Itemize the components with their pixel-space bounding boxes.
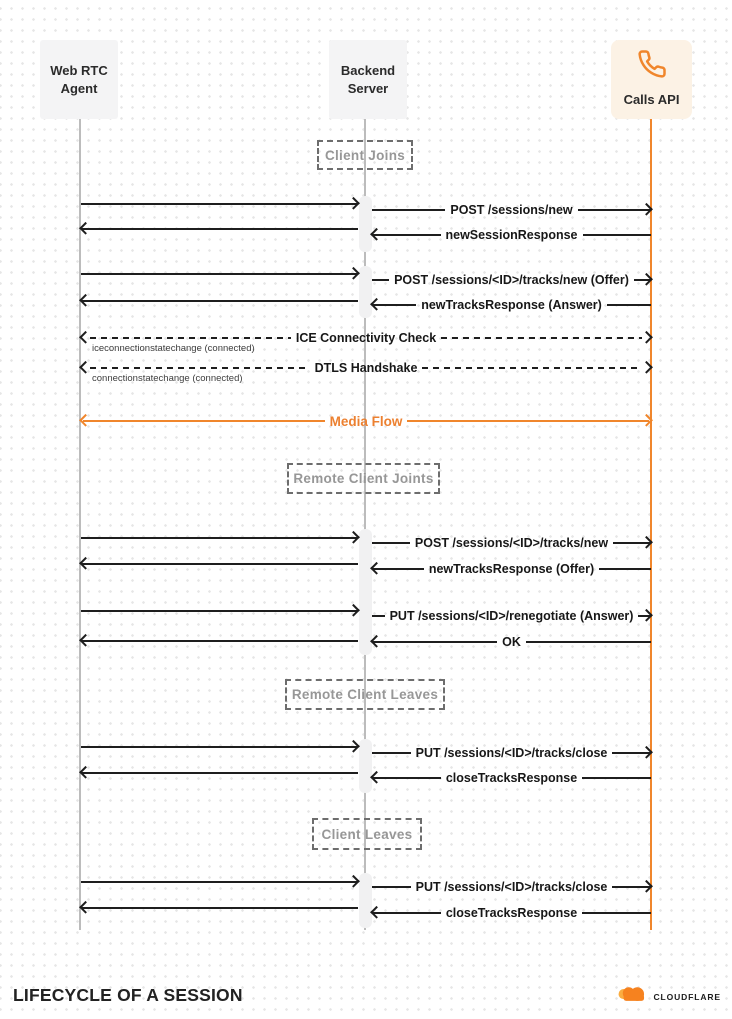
actor-label: Backend: [340, 62, 396, 78]
arrowhead-left-icon: [79, 766, 92, 779]
arrowhead-right-icon: [347, 267, 360, 280]
arrowhead-left-icon: [79, 331, 92, 344]
actor-backend-server: [329, 40, 407, 119]
message-label: PUT /sessions/<ID>/tracks/close: [415, 880, 608, 894]
section-label: Remote Client Leaves: [291, 687, 439, 702]
arrowhead-right-icon: [347, 875, 360, 888]
section-client-leaves: [312, 818, 422, 850]
arrowhead-right-icon: [640, 331, 653, 344]
arrowhead-right-icon: [640, 203, 653, 216]
arrowhead-left-icon: [370, 562, 383, 575]
message-label: OK: [502, 635, 521, 649]
arrowhead-right-icon: [640, 880, 653, 893]
message-arrow: [81, 266, 358, 282]
message-arrow: [372, 272, 651, 288]
arrowhead-right-icon: [347, 740, 360, 753]
message-arrow: [81, 221, 358, 237]
arrowhead-left-icon: [79, 634, 92, 647]
activation-bar: [359, 529, 372, 655]
arrowhead-right-icon: [640, 746, 653, 759]
message-arrow: [81, 530, 358, 546]
message-label: DTLS Handshake: [314, 361, 418, 375]
arrowhead-left-icon: [79, 294, 92, 307]
message-arrow: [372, 745, 651, 761]
activation-bar: [359, 739, 372, 793]
message-arrow: [372, 227, 651, 243]
phone-icon: [637, 49, 667, 84]
message-arrow: [81, 293, 358, 309]
activation-bar: [359, 196, 372, 252]
arrowhead-left-icon: [79, 557, 92, 570]
arrowhead-right-icon: [640, 414, 653, 427]
arrowhead-right-icon: [347, 197, 360, 210]
message-arrow: [81, 739, 358, 755]
message-arrow: [81, 196, 358, 212]
actor-web-rtc-agent: [40, 40, 118, 119]
message-arrow: [81, 900, 358, 916]
message-label: POST /sessions/<ID>/tracks/new (Offer): [394, 273, 629, 287]
activation-bar: [359, 266, 372, 318]
actor-label: Server: [347, 80, 389, 96]
arrowhead-right-icon: [640, 536, 653, 549]
message-label: PUT /sessions/<ID>/tracks/close: [415, 746, 608, 760]
message-arrow: [372, 561, 651, 577]
message-arrow: [372, 297, 651, 313]
message-label: PUT /sessions/<ID>/renegotiate (Answer): [389, 609, 634, 623]
page-title: LIFECYCLE OF A SESSION: [13, 985, 243, 1005]
message-arrow-media-flow: [81, 413, 651, 429]
arrowhead-left-icon: [370, 228, 383, 241]
event-note: connectionstatechange (connected): [92, 373, 243, 384]
arrowhead-right-icon: [347, 604, 360, 617]
arrowhead-right-icon: [640, 361, 653, 374]
arrowhead-left-icon: [79, 222, 92, 235]
message-arrow: [81, 765, 358, 781]
actor-calls-api: [611, 40, 692, 119]
actor-label: Calls API: [623, 91, 680, 107]
section-client-joins: [317, 140, 413, 170]
message-label: newSessionResponse: [445, 228, 578, 242]
cloudflare-logo: [616, 986, 721, 1008]
event-note: iceconnectionstatechange (connected): [92, 343, 255, 354]
arrowhead-left-icon: [370, 771, 383, 784]
arrowhead-left-icon: [79, 414, 92, 427]
activation-bar: [359, 873, 372, 928]
message-arrow: [372, 535, 651, 551]
actor-label: Agent: [60, 80, 98, 96]
message-label: newTracksResponse (Answer): [421, 298, 602, 312]
arrowhead-left-icon: [79, 901, 92, 914]
arrowhead-right-icon: [347, 531, 360, 544]
message-label: ICE Connectivity Check: [295, 331, 437, 345]
arrowhead-right-icon: [640, 273, 653, 286]
cloudflare-cloud-icon: [616, 986, 650, 1008]
message-arrow: [372, 770, 651, 786]
message-arrow: [81, 556, 358, 572]
actor-label: Web RTC: [50, 62, 108, 78]
lifeline-web-rtc-agent: [79, 119, 81, 930]
message-label: POST /sessions/new: [450, 203, 573, 217]
message-arrow: [372, 202, 651, 218]
message-arrow: [372, 634, 651, 650]
message-label: Media Flow: [329, 413, 403, 429]
message-arrow: [372, 608, 651, 624]
arrowhead-right-icon: [640, 609, 653, 622]
message-label: closeTracksResponse: [445, 771, 578, 785]
message-label: newTracksResponse (Offer): [428, 562, 595, 576]
arrowhead-left-icon: [370, 635, 383, 648]
cloudflare-wordmark: CLOUDFLARE: [653, 992, 721, 1002]
section-label: Client Leaves: [321, 826, 413, 842]
message-arrow: [81, 603, 358, 619]
section-remote-client-joints: [287, 463, 440, 494]
arrowhead-left-icon: [79, 361, 92, 374]
message-arrow: [372, 905, 651, 921]
message-arrow: [81, 874, 358, 890]
message-arrow: [81, 633, 358, 649]
section-remote-client-leaves: [285, 679, 445, 710]
section-label: Remote Client Joints: [293, 471, 434, 486]
message-label: closeTracksResponse: [445, 906, 578, 920]
arrowhead-left-icon: [370, 906, 383, 919]
arrowhead-left-icon: [370, 298, 383, 311]
message-label: POST /sessions/<ID>/tracks/new: [414, 536, 609, 550]
section-label: Client Joins: [324, 147, 406, 163]
message-arrow: [372, 879, 651, 895]
